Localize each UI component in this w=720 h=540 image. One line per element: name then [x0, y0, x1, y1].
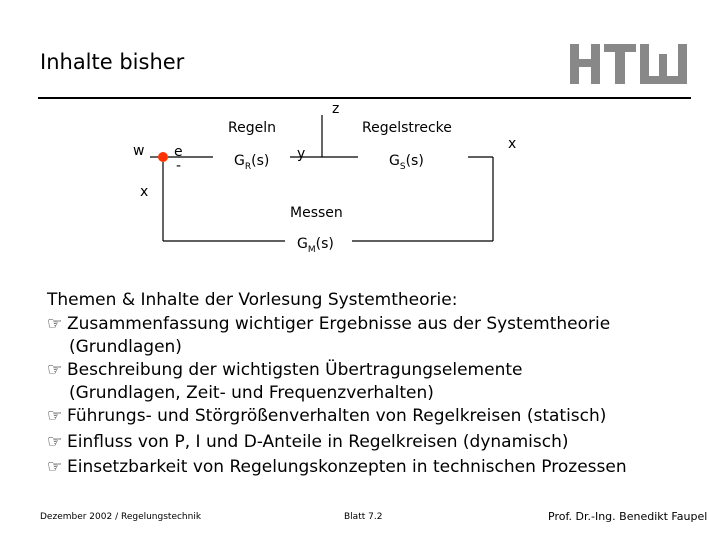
pointing-hand-icon: ☞ — [47, 360, 63, 380]
slide-title: Inhalte bisher — [40, 50, 185, 74]
bullet-item: ☞ Einsetzbarkeit von Regelungskonzepten in technischen Prozessen — [47, 457, 627, 477]
pointing-hand-icon: ☞ — [47, 457, 63, 477]
pointing-hand-icon: ☞ — [47, 432, 63, 452]
bullet-continuation: (Grundlagen, Zeit- und Frequenzverhalten) — [69, 383, 434, 403]
signal-e-label: e — [174, 144, 183, 160]
signal-w-label: w — [133, 143, 145, 159]
pointing-hand-icon: ☞ — [47, 314, 63, 334]
footer-date-course: Dezember 2002 / Regelungstechnik — [40, 512, 202, 522]
bullet-item: ☞ Einfluss von P, I und D-Anteile in Regelkreisen (dynamisch) — [47, 432, 569, 452]
signal-z-label: z — [332, 101, 340, 117]
plant-transfer-function: $G_S(s)$ — [389, 153, 424, 172]
bullet-item: ☞ Zusammenfassung wichtiger Ergebnisse aus der Systemtheorie — [47, 314, 611, 334]
content-heading: Themen & Inhalte der Vorlesung Systemtheorie: — [47, 290, 458, 310]
bullet-item: ☞ Beschreibung der wichtigsten Übertragungselemente — [47, 360, 523, 380]
bullet-item: ☞ Führungs- und Störgrößenverhalten von Regelkreisen (statisch) — [47, 406, 607, 426]
controller-transfer-function: $G_R(s)$ — [234, 153, 270, 172]
controller-title: Regeln — [228, 120, 276, 136]
plant-title: Regelstrecke — [362, 120, 452, 136]
measure-transfer-function: $G_M(s)$ — [297, 236, 334, 255]
measure-title: Messen — [290, 205, 343, 221]
bullet-continuation: (Grundlagen) — [69, 337, 182, 357]
signal-y-label: y — [297, 146, 306, 162]
pointing-hand-icon: ☞ — [47, 406, 63, 426]
footer-page-number: Blatt 7.2 — [344, 512, 383, 522]
summing-point — [158, 152, 168, 162]
feedback-x-label: x — [140, 184, 149, 200]
minus-sign: - — [176, 158, 182, 174]
output-x-label: x — [508, 136, 517, 152]
footer-author: Prof. Dr.-Ing. Benedikt Faupel — [548, 510, 708, 523]
